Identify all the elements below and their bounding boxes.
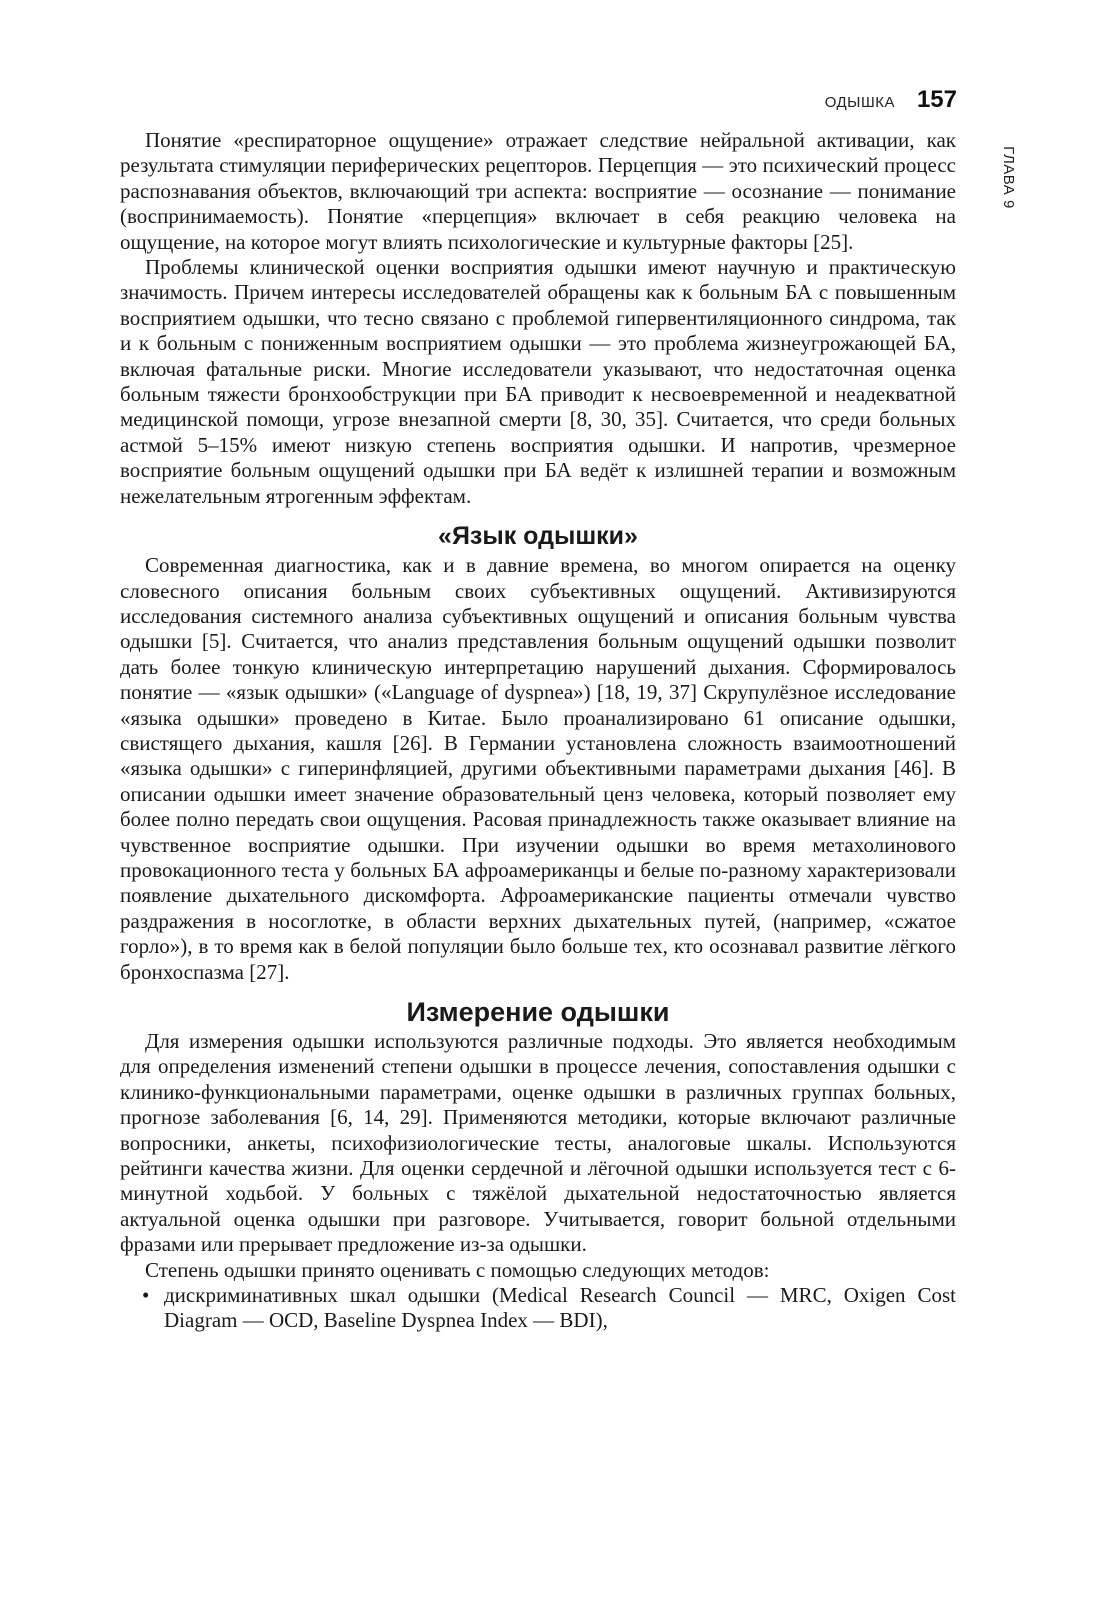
running-header-title: ОДЫШКА (824, 94, 895, 111)
list-item-text: дискриминативных шкал одышки (Medical Research Council — MRC, Oxigen Cost Diagram — OCD, Baseline Dyspnea Index — BDI), (164, 1283, 956, 1333)
paragraph-clinical-assessment: Проблемы клинической оценки восприятия одышки имеют научную и практическую значимость. Причем интересы исследователей обращены как к больным БА с повышенным восприятием одышки, что тесно связано с проблемой гипервентиляционного синдрома, так и к больным с пониженным восприятием одышки — это проблема жизнеугрожающей БА, включая фатальные риски. Многие исследователи указывают, что недостаточная оценка больным тяжести бронхообструкции при БА приводит к несвоевременной и неадекватной медицинской помощи, угрозе внезапной смерти [8, 30, 35]. Считается, что среди больных астмой 5–15% имеют низкую степень восприятия одышки. И напротив, чрезмерное восприятие больным ощущений одышки при БА ведёт к излишней терапии и возможным нежелательным ятрогенным эффектам. (120, 255, 956, 508)
paragraph-dyspnea-language: Современная диагностика, как и в давние времена, во многом опирается на оценку словесного описания больным своих субъективных ощущений. Активизируются исследования системного анализа субъективных ощущений и описания больным чувства одышки [5]. Считается, что анализ представления больным ощущений одышки позволит дать более тонкую клиническую интерпретацию нарушений дыхания. Сформировалось понятие — «язык одышки» («Language of dyspnea») [18, 19, 37] Скрупулёзное исследование «языка одышки» проведено в Китае. Было проанализировано 61 описание одышки, свистящего дыхания, кашля [26]. В Германии установлена сложность взаимоотношений «языка одышки» с гиперинфляцией, другими объективными параметрами дыхания [46]. В описании одышки имеет значение образовательный ценз человека, который позволяет ему более полно передать свои ощущения. Расовая принадлежность также оказывает влияние на чувственное восприятие одышки. При изучении одышки во время метахолинового провокационного теста у больных БА афроамериканцы и белые по-разному характеризовали появление дыхательного дискомфорта. Афроамериканские пациенты отмечали чувство раздражения в носоглотке, в области верхних дыхательных путей, (например, «сжатое горло»), в то время как в белой популяции было больше тех, кто осознавал развитие лёгкого бронхоспазма [27]. (120, 553, 956, 984)
methods-list (120, 1283, 956, 1334)
paragraph-measurement-methods-intro: Степень одышки принято оценивать с помощью следующих методов: (145, 1257, 770, 1282)
section-heading-dyspnea-measurement: Измерение одышки (406, 997, 670, 1027)
page-body (120, 128, 956, 1334)
page-header (0, 86, 957, 114)
paragraph-perception: Понятие «респираторное ощущение» отражает следствие нейральной активации, как результата стимуляции периферических рецепторов. Перцепция — это психический процесс распознавания объектов, включающий три аспекта: восприятие — осознание — понимание (воспринимаемость). Понятие «перцепция» включает в себя реакцию человека на ощущение, на которое могут влиять психологические и культурные факторы [25]. (120, 128, 956, 254)
chapter-label: ГЛАВА 9 (999, 145, 1017, 209)
page-number: 157 (916, 86, 957, 113)
paragraph-measurement-approaches: Для измерения одышки используются различные подходы. Это является необходимым для определения изменений степени одышки в процессе лечения, сопоставления одышки с клинико-функциональными параметрами, оценке одышки в различных группах больных, прогнозе заболевания [6, 14, 29]. Применяются методики, которые включают различные вопросники, анкеты, психофизиологические тесты, аналоговые шкалы. Используются рейтинги качества жизни. Для оценки сердечной и лёгочной одышки используется тест с 6-минутной ходьбой. У больных с тяжёлой дыхательной недостаточностью является актуальной оценка одышки при разговоре. Учитывается, говорит больной отдельными фразами или прерывает предложение из-за одышки. (120, 1029, 956, 1257)
section-heading-dyspnea-language: «Язык одышки» (438, 522, 638, 551)
list-item (120, 1283, 956, 1334)
bullet-icon: • (142, 1283, 150, 1308)
chapter-tab (993, 132, 1023, 222)
